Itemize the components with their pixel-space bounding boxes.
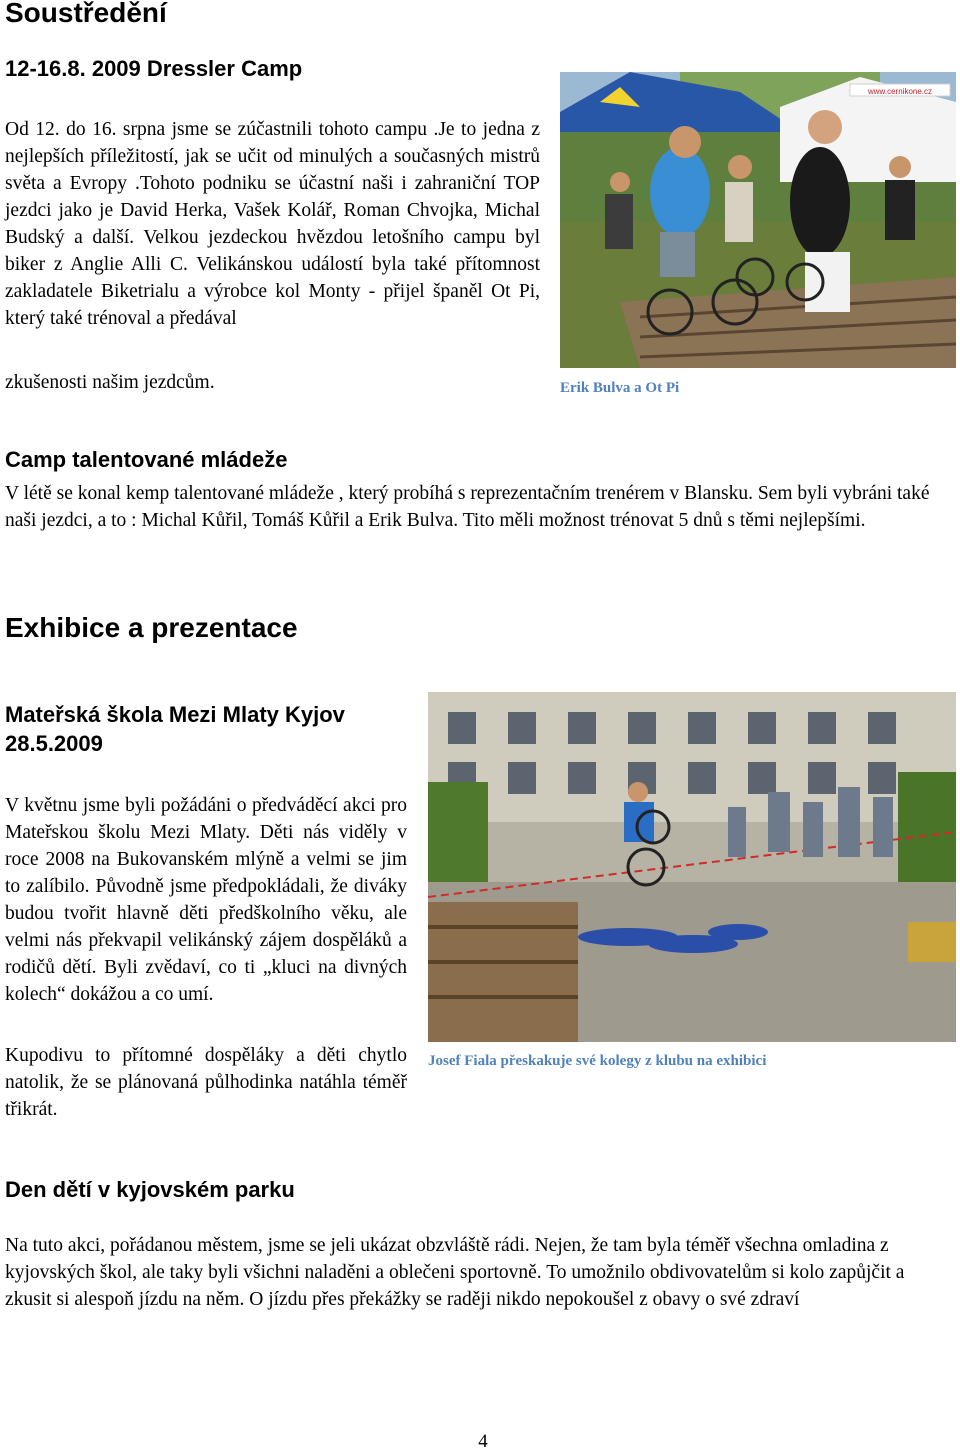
park-paragraph: Na tuto akci, pořádanou městem, jsme se jeli ukázat obzvláště rádi. Nejen, že tam byla téměř všechna omladina z kyjovských škol, ale taky byli všichni naladěni a oblečeni sportovně. To umožnilo obdivovatelům si kolo zapůjčit a zkusit si alespoň jízdu na něm. O jízdu přes překážky se raději nikdo nepokoušel z obavy o své zdraví bbox=[5, 1235, 905, 1310]
camp-photo bbox=[560, 72, 956, 368]
page-number: 4 bbox=[478, 1431, 488, 1452]
camp-photo-banner: www.cernikone.cz bbox=[867, 87, 933, 96]
school-date: 28.5.2009 bbox=[5, 731, 103, 756]
talent-paragraph: V létě se konal kemp talentované mládeže , který probíhá s reprezentačním trenérem v Blansku. Sem byli vybráni také naši jezdci, a to : Michal Kůřil, Tomáš Kůřil a Erik Bulva. Tito měli možnost trénovat 5 dnů s těmi nejlepšími. bbox=[5, 483, 930, 531]
park-heading: Den dětí v kyjovském parku bbox=[5, 1177, 295, 1202]
talent-heading: Camp talentované mládeže bbox=[5, 447, 288, 472]
camp-heading: 12-16.8. 2009 Dressler Camp bbox=[5, 56, 303, 81]
exhibice-heading: Exhibice a prezentace bbox=[5, 612, 298, 643]
camp-paragraph-end: zkušenosti našim jezdcům. bbox=[5, 372, 215, 393]
camp-photo-caption: Erik Bulva a Ot Pi bbox=[560, 380, 680, 396]
school-photo bbox=[428, 692, 956, 1042]
page-title: Soustředění bbox=[5, 0, 167, 28]
school-heading: Mateřská škola Mezi Mlaty Kyjov bbox=[5, 702, 345, 727]
school-paragraph-1: V květnu jsme byli požádáni o předváděcí akci pro Mateřskou školu Mezi Mlaty. Děti nás viděly v roce 2008 na Bukovanském mlýně a velmi se jim to zalíbilo. Původně jsme předpokládali, že diváky budou tvořit hlavně děti předškolního věku, ale velmi nás překvapil velikánský zájem dospěláků a rodičů dětí. Byli zvědaví, co ti „kluci na divných kolech“ dokážou a co umí. bbox=[5, 795, 407, 1005]
school-photo-caption: Josef Fiala přeskakuje své kolegy z klubu na exhibici bbox=[428, 1053, 767, 1069]
school-paragraph-2: Kupodivu to přítomné dospěláky a děti chytlo natolik, že se plánovaná půlhodinka natáhla téměř třikrát. bbox=[5, 1045, 407, 1120]
camp-paragraph: Od 12. do 16. srpna jsme se zúčastnili tohoto campu .Je to jedna z nejlepších příležitostí, jak se učit od minulých a současných mistrů světa a Evropy .Tohoto podniku se účastní naši i zahraniční TOP jezdci jako je David Herka, Vašek Kolář, Roman Chvojka, Michal Budský a další. Velkou jezdeckou hvězdou letošního campu byl biker z Anglie Alli C. Velikánskou událostí byla také přítomnost zakladatele Biketrialu a výrobce kol Monty - přijel španěl Ot Pi, který také trénoval a předával bbox=[5, 119, 540, 329]
